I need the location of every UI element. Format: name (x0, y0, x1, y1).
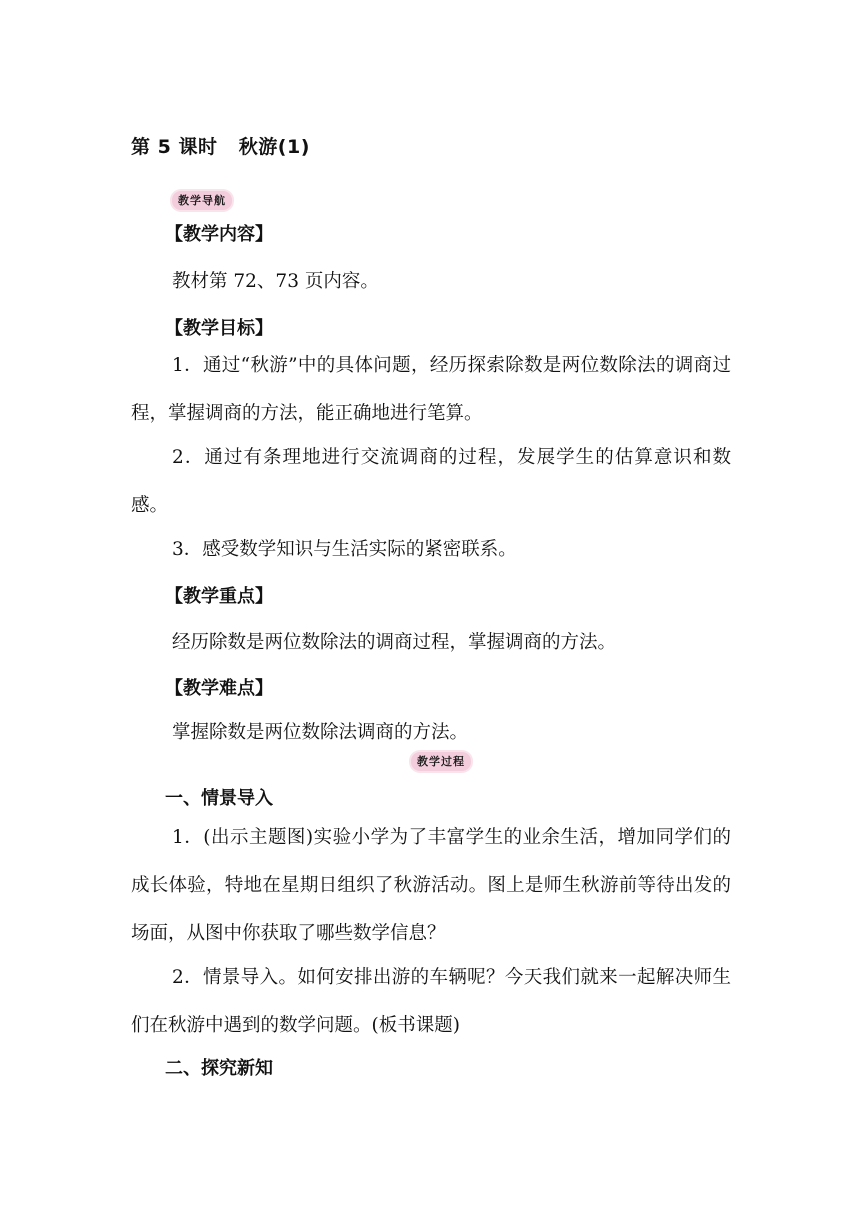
teaching-process-badge: 教学过程 (411, 752, 471, 771)
objective-item-3: 3．感受数学知识与生活实际的紧密联系。 (172, 539, 517, 560)
teaching-guide-badge: 教学导航 (172, 191, 232, 210)
section1-item-2: 2．情景导入。如何安排出游的车辆呢？今天我们就来一起解决师生们在秋游中遇到的数学问题。(板书课题) (131, 967, 731, 1036)
section2-heading: 二、探究新知 (165, 1058, 273, 1079)
content-text: 教材第 72、73 页内容。 (172, 271, 379, 292)
difficulties-text: 掌握除数是两位数除法调商的方法。 (172, 722, 469, 743)
section1-item-1: 1．(出示主题图)实验小学为了丰富学生的业余生活，增加同学们的成长体验，特地在星期日组织了秋游活动。图上是师生秋游前等待出发的场面，从图中你获取了哪些数学信息？ (131, 827, 731, 944)
key-points-text: 经历除数是两位数除法的调商过程，掌握调商的方法。 (172, 632, 617, 653)
lesson-title: 第 5 课时 秋游(1) (131, 136, 310, 158)
objective-item-2: 2．通过有条理地进行交流调商的过程，发展学生的估算意识和数感。 (131, 447, 731, 516)
objective-item-1: 1．通过“秋游”中的具体问题，经历探索除数是两位数除法的调商过程，掌握调商的方法，能正确地进行笔算。 (131, 355, 731, 424)
content-heading: 【教学内容】 (165, 224, 273, 245)
key-points-heading: 【教学重点】 (165, 586, 273, 607)
section1-heading: 一、情景导入 (165, 788, 273, 809)
difficulties-heading: 【教学难点】 (165, 678, 273, 699)
objectives-heading: 【教学目标】 (165, 318, 273, 339)
